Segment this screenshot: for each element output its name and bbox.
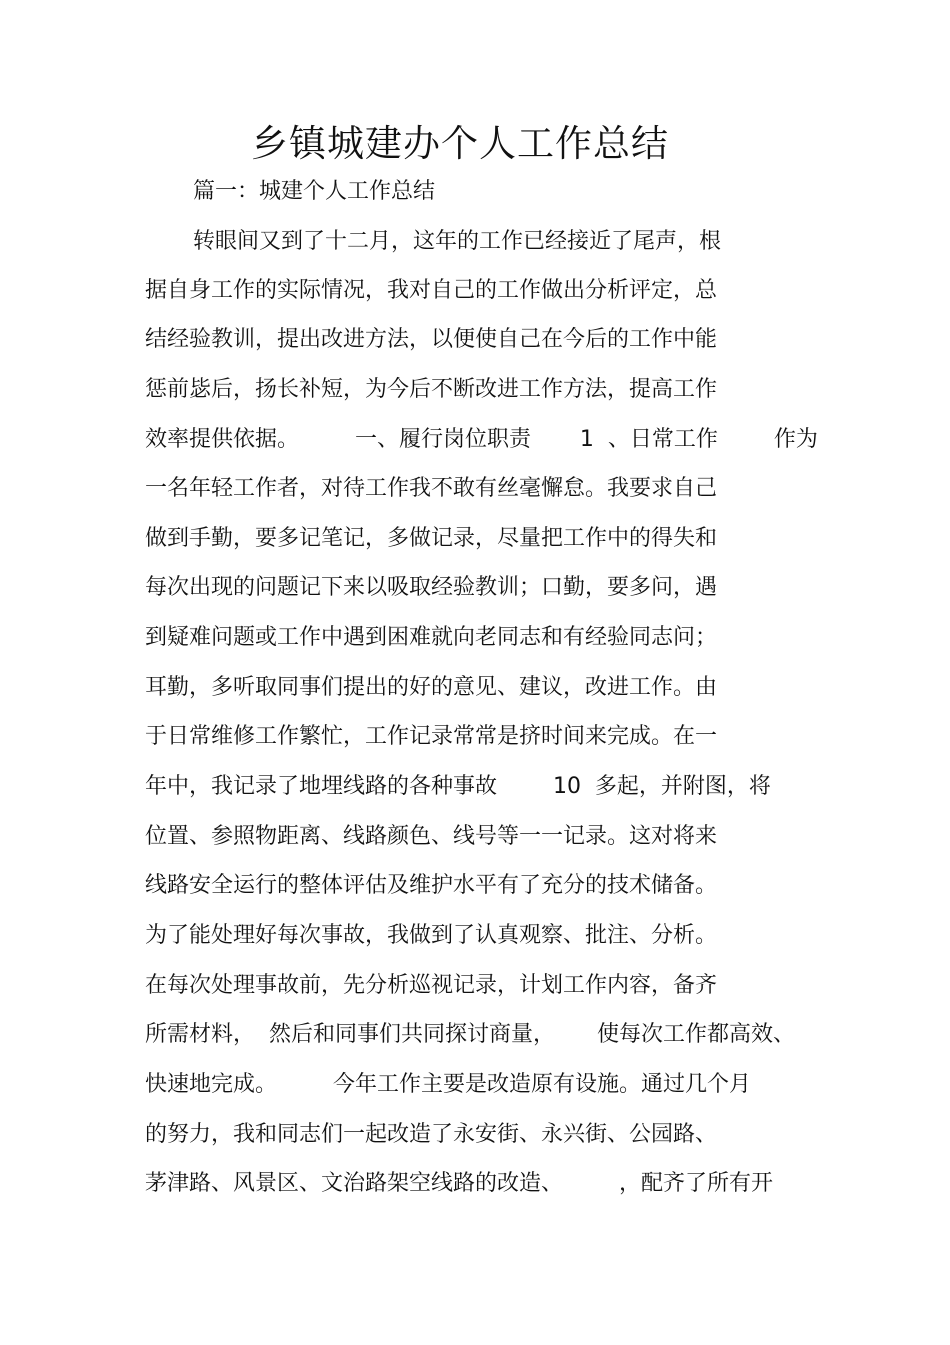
paragraph-line: 快速地完成。 今年工作主要是改造原有设施。通过几个月 bbox=[145, 1072, 751, 1097]
paragraph-line: 年中，我记录了地埋线路的各种事故 10 多起，并附图，将 bbox=[145, 774, 771, 799]
paragraph-line: 到疑难问题或工作中遇到困难就向老同志和有经验同志问； bbox=[145, 625, 718, 650]
paragraph-line: 惩前毖后，扬长补短，为今后不断改进工作方法，提高工作 bbox=[145, 377, 718, 402]
paragraph-line: 于日常维修工作繁忙，工作记录常常是挤时间来完成。在一 bbox=[145, 724, 718, 749]
paragraph-line: 为了能处理好每次事故，我做到了认真观察、批注、分析。 bbox=[145, 923, 718, 948]
paragraph-line: 一名年轻工作者，对待工作我不敢有丝毫懈怠。我要求自己 bbox=[145, 476, 718, 501]
paragraph-line: 在每次处理事故前，先分析巡视记录，计划工作内容，备齐 bbox=[145, 973, 718, 998]
paragraph-line: 转眼间又到了十二月，这年的工作已经接近了尾声，根 bbox=[193, 229, 722, 254]
paragraph-line: 据自身工作的实际情况，我对自己的工作做出分析评定，总 bbox=[145, 278, 718, 303]
paragraph-line: 结经验教训，提出改进方法，以便使自己在今后的工作中能 bbox=[145, 327, 718, 352]
paragraph-line: 所需材料， 然后和同事们共同探讨商量， 使每次工作都高效、 bbox=[145, 1022, 795, 1047]
paragraph-line: 耳勤，多听取同事们提出的好的意见、建议，改进工作。由 bbox=[145, 675, 718, 700]
paragraph-line: 效率提供依据。 一、履行岗位职责 1 、日常工作 作为 bbox=[145, 427, 818, 452]
paragraph-line: 每次出现的问题记下来以吸取经验教训；口勤，要多问，遇 bbox=[145, 575, 718, 600]
paragraph-line: 线路安全运行的整体评估及维护水平有了充分的技术储备。 bbox=[145, 873, 718, 898]
document-title: 乡镇城建办个人工作总结 bbox=[251, 122, 669, 165]
paragraph-line: 做到手勤，要多记笔记，多做记录，尽量把工作中的得失和 bbox=[145, 526, 718, 551]
section-heading: 篇一：城建个人工作总结 bbox=[193, 179, 436, 204]
paragraph-line: 茅津路、风景区、文治路架空线路的改造、 ，配齐了所有开 bbox=[145, 1171, 773, 1196]
paragraph-line: 位置、参照物距离、线路颜色、线号等一一记录。这对将来 bbox=[145, 824, 718, 849]
paragraph-line: 的努力，我和同志们一起改造了永安街、永兴街、公园路、 bbox=[145, 1122, 718, 1147]
